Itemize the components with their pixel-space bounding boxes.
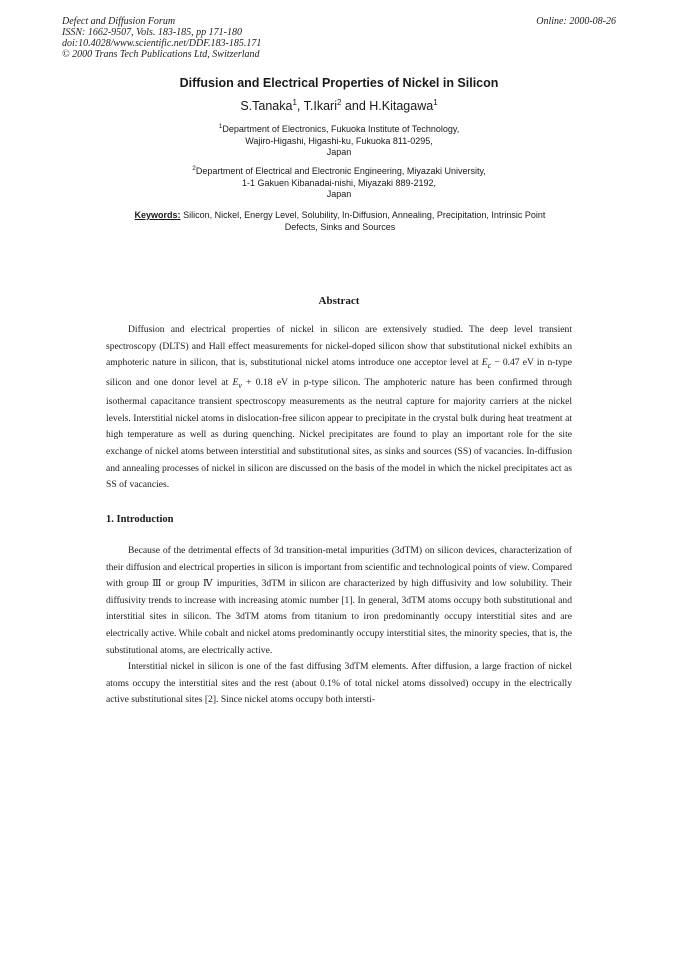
math-energy-c <box>481 357 492 371</box>
abstract-text: in n-type silicon and one donor level at <box>106 357 572 388</box>
author-name: T.Ikari <box>303 99 337 114</box>
author-separator: , <box>296 99 304 114</box>
introduction-body <box>106 543 572 709</box>
math-symbol: E <box>481 357 488 369</box>
author-affil-mark: 1 <box>433 98 438 107</box>
affil-mark: 1 <box>218 123 223 130</box>
journal-name: Defect and Diffusion Forum <box>62 16 176 27</box>
intro-paragraph: Because of the detrimental effects of 3d transition-metal impurities (3dTM) on silicon devices, characterization of their diffusion and electrical properties in silicon is important from scientific and technological points of view. Compared with group Ⅲ or group Ⅳ impurities, 3dTM in silicon are characterized by high diffusivity and low solubility. Their diffusivity trends to increase with increasing atomic number [1]. In general, 3dTM atoms occupy both substitutional and interstitial sites in silicon. The 3dTM atoms from titanium to iron predominantly occupy interstitial sites and are electrically active. While cobalt and nickel atoms predominantly occupy interstitial sites, the minority species, that is, the substitutional atoms, are electrically active. <box>106 545 572 656</box>
author-name: H.Kitagawa <box>369 99 434 114</box>
affiliation-2 <box>0 163 678 201</box>
journal-copyright: © 2000 Trans Tech Publications Ltd, Switzerland <box>62 49 260 60</box>
author-list <box>0 98 678 113</box>
math-symbol: E <box>232 376 239 388</box>
author-separator: and <box>341 99 370 114</box>
affil-line: 1-1 Gakuen Kibanadai-nishi, Miyazaki 889-2192, <box>241 177 437 188</box>
affil-line: Department of Electrical and Electronic Engineering, Miyazaki University, <box>195 166 486 176</box>
math-subscript: v <box>238 380 242 390</box>
journal-issn: ISSN: 1662-9507, Vols. 183-185, pp 171-180 <box>62 27 242 38</box>
author-affil-mark: 2 <box>337 98 342 107</box>
affil-line: Japan <box>326 147 352 157</box>
math-value: + 0.18 eV <box>241 376 288 388</box>
affil-mark: 2 <box>192 165 196 172</box>
abstract-body <box>106 322 572 494</box>
author-name: S.Tanaka <box>240 99 293 114</box>
affiliation-1 <box>0 121 678 159</box>
intro-paragraph: Interstitial nickel in silicon is one of the fast diffusing 3dTM elements. After diffusion, a large fraction of nickel atoms occupy the interstitial sites and the rest (about 0.1% of total nickel atoms dissolved) occupy in the electrically active substitutional sites [2]. Since nickel atoms occupy both intersti- <box>106 661 572 706</box>
abstract-paragraph <box>106 322 572 494</box>
online-date: Online: 2000-08-26 <box>536 16 616 27</box>
keywords <box>120 209 560 233</box>
affil-line: Department of Electronics, Fukuoka Institute of Technology, <box>222 124 460 134</box>
author-affil-mark: 1 <box>292 98 297 107</box>
journal-header <box>62 16 616 60</box>
abstract-heading: Abstract <box>318 295 360 307</box>
affil-line: Japan <box>326 189 352 199</box>
affil-line: Wajiro-Higashi, Higashi-ku, Fukuoka 811-0295, <box>245 135 433 146</box>
math-subscript: c <box>487 361 492 371</box>
abstract-text: in p-type silicon. The amphoteric nature has been confirmed through isothermal capacitance transient spectroscopy measurements as the neutral capture for majority carriers at the nickel levels. Interstitial nickel atoms in dislocation-free silicon appear to precipitate in the crystal bulk during heat treatment at high temperature as well as during quenching. Nickel precipitates are found to play an important role for the site exchange of nickel atoms between interstitial and substitutional sites, as sinks and sources (SS) of vacancies. In-diffusion and annealing processes of nickel in silicon are discussed on the basis of the model in which the nickel precipitates act as SS of vacancies. <box>106 376 572 491</box>
section-heading-introduction: 1. Introduction <box>106 514 174 525</box>
math-energy-v <box>233 377 242 388</box>
abstract-text: Diffusion and electrical properties of nickel in silicon are extensively studied. The deep level transient spectroscopy (DLTS) and Hall effect measurements for nickel-doped silicon show that substitutional nickel exhibits an amphoteric nature in silicon, that is, substitutional nickel atoms introduce one acceptor level at <box>106 324 572 369</box>
journal-doi: doi:10.4028/www.scientific.net/DDF.183-185.171 <box>62 38 262 49</box>
keywords-text: Silicon, Nickel, Energy Level, Solubility, In-Diffusion, Annealing, Precipitation, Intrinsic Point Defects, Sinks and Sources <box>183 210 546 232</box>
keywords-label: Keywords: <box>134 210 181 220</box>
math-value: − 0.47 eV <box>491 357 534 369</box>
paper-title: Diffusion and Electrical Properties of Nickel in Silicon <box>179 76 499 90</box>
